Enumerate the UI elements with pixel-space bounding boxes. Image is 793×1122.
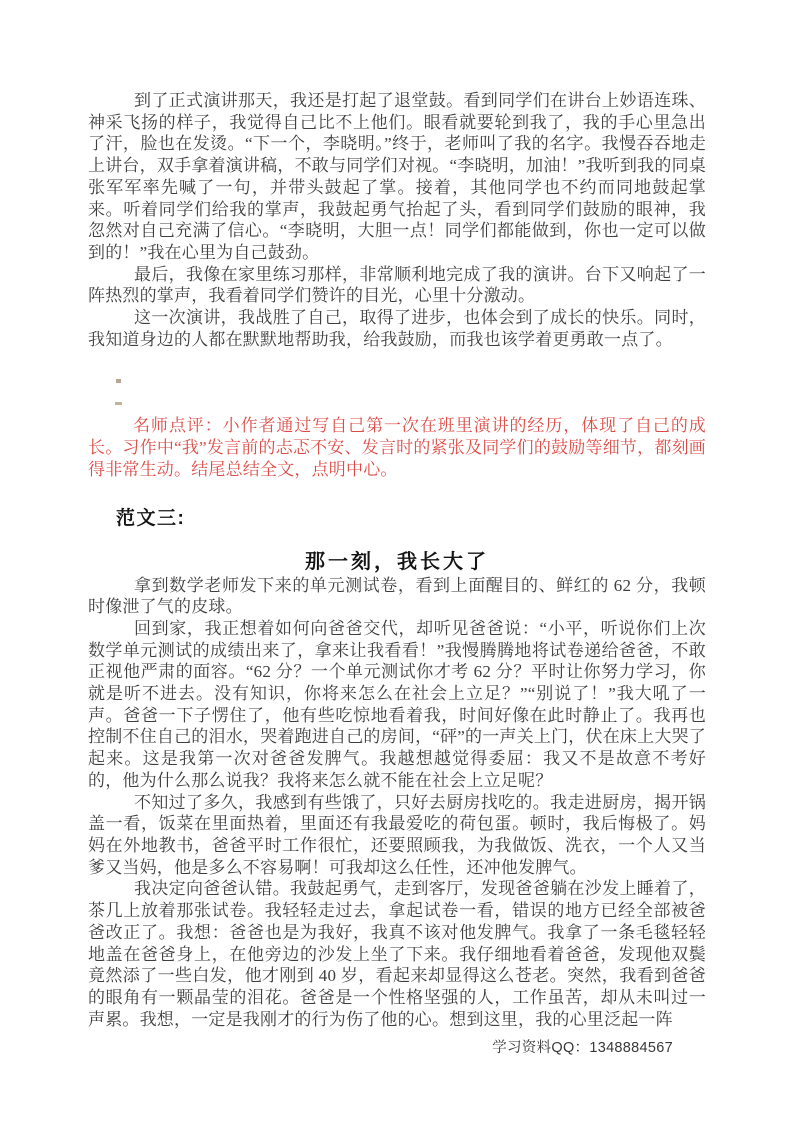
stray-mark-dot-1	[116, 379, 121, 383]
document-body	[88, 90, 706, 1030]
essay3-title: 那一刻，我长大了	[305, 550, 489, 573]
teacher-comment: 名师点评：小作者通过写自己第一次在班里演讲的经历，体现了自己的成长。习作中“我”发言前的忐忑不安、发言时的紧张及同学们的鼓励等细节，都刻画得非常生动。结尾总结全文，点明中心。	[88, 416, 706, 479]
essay3-paragraph-apology: 我决定向爸爸认错。我鼓起勇气，走到客厅，发现爸爸躺在沙发上睡着了，茶几上放着那张试卷。我轻轻走过去，拿起试卷一看，错误的地方已经全部被爸爸改正了。我想：爸爸也是为我好，我真不该对他发脾气。我拿了一条毛毯轻轻地盖在爸爸身上，在他旁边的沙发上坐了下来。我仔细地看着爸爸，发现他双鬓竟然添了一些白发，他才刚到 40 岁，看起来却显得这么苍老。突然，我看到爸爸的眼角有一颗晶莹的泪花。爸爸是一个性格坚强的人，工作虽苦，却从未叫过一声累。我想，一定是我刚才的行为伤了他的心。想到这里，我的心里泛起一阵	[88, 879, 706, 1029]
page-footer-watermark: 学习资料QQ：1348884567	[492, 1040, 673, 1056]
essay2-paragraph-conclusion: 这一次演讲，我战胜了自己，取得了进步，也体会到了成长的快乐。同时，我知道身边的人都在默默地帮助我，给我鼓励，而我也该学着更勇敢一点了。	[88, 308, 706, 349]
essay3-paragraph-test-score: 拿到数学老师发下来的单元测试卷，看到上面醒目的、鲜红的 62 分，我顿时像泄了气的皮球。	[88, 575, 706, 617]
essay2-paragraph-finish-speech: 最后，我像在家里练习那样，非常顺利地完成了我的演讲。台下又响起了一阵热烈的掌声，我看着同学们赞许的目光，心里十分激动。	[88, 264, 706, 306]
stray-mark-dot-2	[115, 402, 122, 405]
essay2-paragraph-speech-day: 到了正式演讲那天，我还是打起了退堂鼓。看到同学们在讲台上妙语连珠、神采飞扬的样子，我觉得自己比不上他们。眼看就要轮到我了，我的手心里急出了汗，脸也在发烫。“下一个，李晓明。”终于，老师叫了我的名字。我慢吞吞地走上讲台，双手拿着演讲稿，不敢与同学们对视。“李晓明，加油！”我听到我的同桌张军军率先喊了一句，并带头鼓起了掌。接着，其他同学也不约而同地鼓起掌来。听着同学们给我的掌声，我鼓起勇气抬起了头，看到同学们鼓励的眼神，我忽然对自己充满了信心。“李晓明，大胆一点！同学们都能做到，你也一定可以做到的！”我在心里为自己鼓劲。	[88, 91, 706, 262]
essay3-paragraph-kitchen-regret: 不知过了多久，我感到有些饿了，只好去厨房找吃的。我走进厨房，揭开锅盖一看，饭菜在里面热着，里面还有我最爱吃的荷包蛋。顿时，我后悔极了。妈妈在外地教书，爸爸平时工作很忙，还要照顾我，为我做饭、洗衣，一个人又当爹又当妈，他是多么不容易啊！可我却这么任性，还冲他发脾气。	[88, 792, 706, 877]
section-heading-fanwen3: 范文三:	[116, 507, 186, 529]
essay3-paragraph-father-scolds: 回到家，我正想着如何向爸爸交代，却听见爸爸说：“小平，听说你们上次数学单元测试的成绩出来了，拿来让我看看！”我慢腾腾地将试卷递给爸爸，不敢正视他严肃的面容。“62 分？一个单元测试你才考 62 分？平时让你努力学习，你就是听不进去。没有知识，你将来怎么在社会上立足？”“别说了！”我大吼了一声。爸爸一下子愣住了，他有些吃惊地看着我，时间好像在此时静止了。我再也控制不住自己的泪水，哭着跑进自己的房间，“砰”的一声关上门，伏在床上大哭了起来。这是我第一次对爸爸发脾气。我越想越觉得委屈：我又不是故意不考好的，他为什么那么说我？我将来怎么就不能在社会上立足呢？	[88, 618, 706, 790]
